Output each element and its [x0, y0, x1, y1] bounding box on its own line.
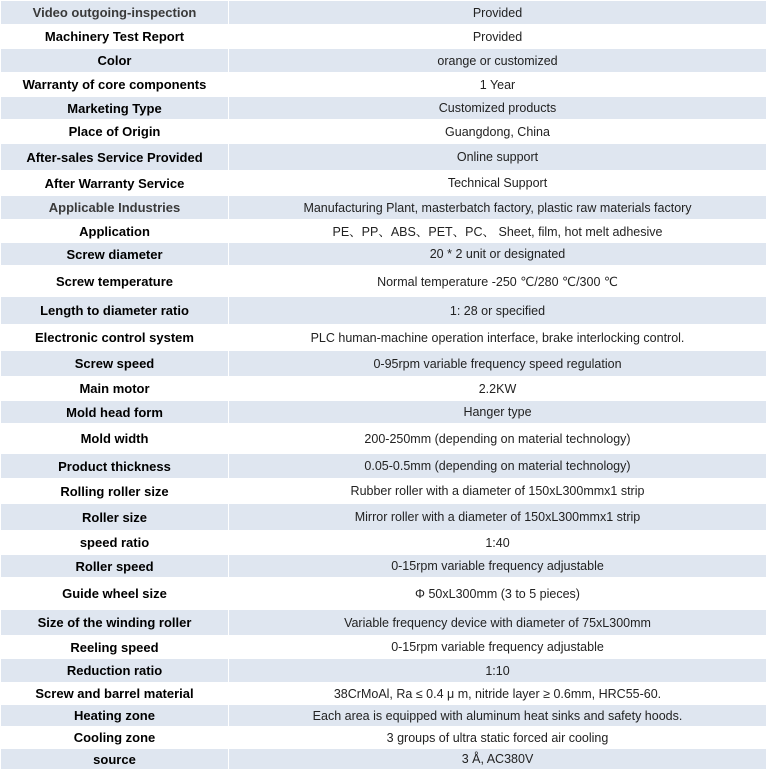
spec-value: 38CrMoAl, Ra ≤ 0.4 μ m, nitride layer ≥ 0.6mm, HRC55-60. [229, 683, 766, 705]
spec-label: Mold width [1, 424, 229, 454]
table-row [1, 144, 766, 171]
table-row [1, 401, 766, 424]
spec-label: Guide wheel size [1, 578, 229, 610]
table-row [1, 705, 766, 727]
spec-label: Video outgoing-inspection [1, 1, 229, 25]
spec-value: Manufacturing Plant, masterbatch factory, plastic raw materials factory [229, 196, 766, 220]
table-row [1, 578, 766, 610]
spec-label: speed ratio [1, 531, 229, 555]
table-row [1, 73, 766, 97]
spec-label: Size of the winding roller [1, 610, 229, 636]
table-row [1, 97, 766, 120]
table-row [1, 297, 766, 325]
spec-value: 1:40 [229, 531, 766, 555]
table-row [1, 266, 766, 297]
table-row [1, 196, 766, 220]
table-row [1, 1, 766, 25]
spec-value: Each area is equipped with aluminum heat sinks and safety hoods. [229, 705, 766, 727]
spec-value: 3 groups of ultra static forced air cooling [229, 727, 766, 749]
spec-label: Main motor [1, 377, 229, 401]
table-row [1, 749, 766, 770]
spec-label: Place of Origin [1, 120, 229, 144]
spec-value: Provided [229, 25, 766, 49]
table-row [1, 25, 766, 49]
spec-label: Cooling zone [1, 727, 229, 749]
table-row [1, 424, 766, 454]
spec-label: Electronic control system [1, 325, 229, 351]
spec-label: Length to diameter ratio [1, 297, 229, 325]
spec-label: Machinery Test Report [1, 25, 229, 49]
spec-value: 1: 28 or specified [229, 297, 766, 325]
spec-label: Product thickness [1, 454, 229, 479]
spec-value: orange or customized [229, 49, 766, 73]
table-row [1, 555, 766, 578]
spec-value: Technical Support [229, 171, 766, 196]
spec-label: After Warranty Service [1, 171, 229, 196]
spec-value: 0.05-0.5mm (depending on material technology) [229, 454, 766, 479]
spec-value: 1:10 [229, 659, 766, 683]
spec-label: Application [1, 220, 229, 243]
spec-value: Mirror roller with a diameter of 150xL300mmx1 strip [229, 504, 766, 531]
spec-table-body [1, 1, 766, 770]
spec-value: 2.2KW [229, 377, 766, 401]
spec-label: Roller size [1, 504, 229, 531]
table-row [1, 683, 766, 705]
spec-label: Screw temperature [1, 266, 229, 297]
table-row [1, 531, 766, 555]
spec-value: Provided [229, 1, 766, 25]
spec-label: Color [1, 49, 229, 73]
spec-value: Hanger type [229, 401, 766, 424]
spec-value: 0-95rpm variable frequency speed regulation [229, 351, 766, 377]
spec-label: Screw and barrel material [1, 683, 229, 705]
spec-label: Mold head form [1, 401, 229, 424]
table-row [1, 727, 766, 749]
spec-label: source [1, 749, 229, 770]
spec-value: Guangdong, China [229, 120, 766, 144]
table-row [1, 171, 766, 196]
table-row [1, 636, 766, 659]
spec-value: 20 * 2 unit or designated [229, 243, 766, 266]
table-row [1, 325, 766, 351]
table-row [1, 120, 766, 144]
spec-value: 0-15rpm variable frequency adjustable [229, 555, 766, 578]
spec-value: 3 Å, AC380V [229, 749, 766, 770]
table-row [1, 220, 766, 243]
spec-value: 0-15rpm variable frequency adjustable [229, 636, 766, 659]
spec-label: Marketing Type [1, 97, 229, 120]
table-row [1, 659, 766, 683]
spec-value: PLC human-machine operation interface, brake interlocking control. [229, 325, 766, 351]
spec-label: Applicable Industries [1, 196, 229, 220]
spec-value: 1 Year [229, 73, 766, 97]
spec-label: Screw diameter [1, 243, 229, 266]
spec-value: Customized products [229, 97, 766, 120]
table-row [1, 610, 766, 636]
table-row [1, 454, 766, 479]
spec-label: Rolling roller size [1, 479, 229, 504]
table-row [1, 504, 766, 531]
spec-value: Variable frequency device with diameter of 75xL300mm [229, 610, 766, 636]
spec-value: Online support [229, 144, 766, 171]
spec-value: Normal temperature -250 ℃/280 ℃/300 ℃ [229, 266, 766, 297]
spec-label: Reduction ratio [1, 659, 229, 683]
spec-label: Warranty of core components [1, 73, 229, 97]
spec-label: Heating zone [1, 705, 229, 727]
spec-label: After-sales Service Provided [1, 144, 229, 171]
table-row [1, 49, 766, 73]
table-row [1, 351, 766, 377]
spec-value: Φ 50xL300mm (3 to 5 pieces) [229, 578, 766, 610]
spec-label: Reeling speed [1, 636, 229, 659]
table-row [1, 243, 766, 266]
table-row [1, 377, 766, 401]
spec-value: Rubber roller with a diameter of 150xL300mmx1 strip [229, 479, 766, 504]
spec-label: Roller speed [1, 555, 229, 578]
spec-value: 200-250mm (depending on material technology) [229, 424, 766, 454]
table-row [1, 479, 766, 504]
spec-label: Screw speed [1, 351, 229, 377]
spec-value: PE、PP、ABS、PET、PC、 Sheet, film, hot melt adhesive [229, 220, 766, 243]
